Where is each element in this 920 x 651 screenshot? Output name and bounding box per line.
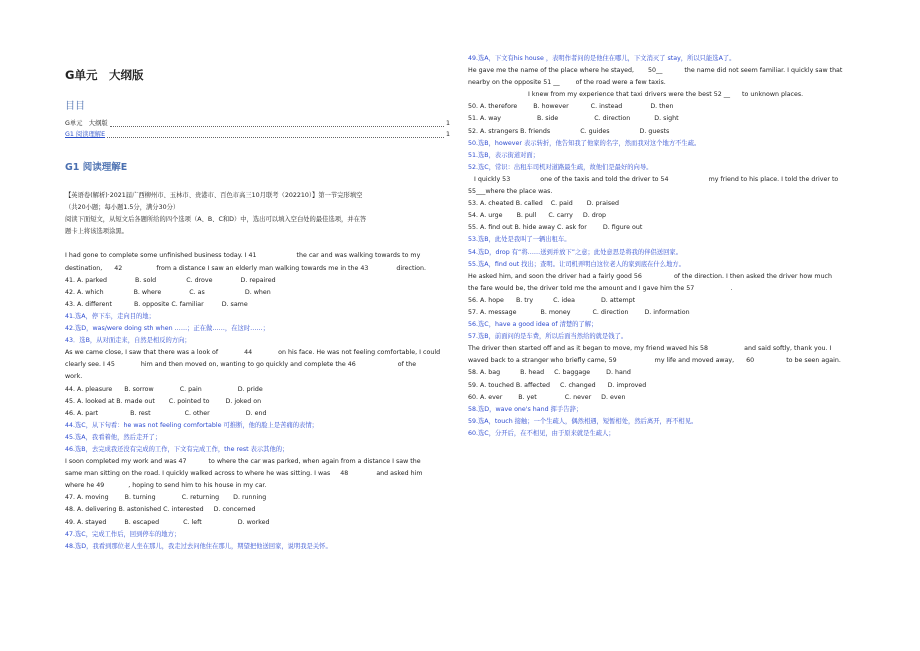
toc-entry-page: 1 [445, 119, 450, 127]
passage-line: 49. A. stayed B. escaped C. left D. worked [65, 518, 270, 526]
right-column [468, 53, 853, 440]
answer-explanation-line: 47.选C，完成工作后，回到停车的地方； [65, 530, 181, 538]
toc-entry-page: 1 [445, 130, 450, 138]
passage-line: 59. A. touched B. affected C. changed D. improved [468, 381, 647, 389]
passage-line: The driver then started off and as it began to move, my friend waved his 58 and said softly, thank you. I [468, 345, 832, 353]
passage-line: where he 49 , hoping to send him to his house in my car. [65, 482, 267, 490]
answer-explanation-line: 41.选A，停下车，走向目的地； [65, 312, 155, 320]
answer-explanation-line: 45.选A，我看着他，然后走开了； [65, 433, 162, 441]
passage-line: I had gone to complete some unfinished business today. I 41 the car and was walking towards to my [65, 252, 421, 260]
passage-line: He asked him, and soon the driver had a fairly good 56 of the direction. I then asked the driver how much [468, 272, 833, 280]
toc-entry-label: G单元 大纲版 [65, 119, 108, 127]
left-body [65, 250, 450, 552]
answer-explanation-line: 54.选D，drop 有“将……送到并放下”之意；此处意思是将我的伴侣送回家。 [468, 248, 682, 256]
answer-explanation-line: 60.选C，分开后，在不相见，由于原来就是生疏人； [468, 429, 615, 437]
passage-line: 46. A. part B. rest C. other D. end [65, 409, 267, 417]
toc-leader [110, 126, 444, 127]
passage-line: the fare would be, the driver told me the amount and I gave him the 57 . [468, 284, 733, 292]
intro-line: 题卡上将该选项涂黑。 [65, 228, 128, 236]
answer-explanation-line: 43．选B，从对面走来，自然是相反的方向； [65, 337, 191, 345]
passage-line: He gave me the name of the place where he stayed, 50__ the name did not seem familiar. I quickly saw that [468, 67, 843, 75]
intro-line: （共20小题；每小题1.5分，满分30分） [65, 204, 180, 212]
right-body [468, 53, 853, 440]
passage-line: 53. A. cheated B. called C. paid D. praised [468, 200, 619, 208]
answer-explanation-line: 57.选B，前面问的是车费，所以后面当然给的就是钱了。 [468, 333, 628, 341]
passage-line: 56. A. hope B. try C. idea D. attempt [468, 296, 636, 304]
passage-line: 50. A. therefore B. however C. instead D. then [468, 103, 674, 111]
answer-explanation-line: 56.选C，have a good idea of 清楚的了解； [468, 321, 598, 329]
answer-explanation-line: 42.选D，was/were doing sth when ……；正在做……，在这时……； [65, 325, 270, 333]
passage-line: 58. A. bag B. head C. baggage D. hand [468, 369, 631, 377]
passage-line: 51. A. way B. side C. direction D. sight [468, 115, 679, 123]
toc-heading: 目目 [65, 101, 85, 112]
passage-line: I soon completed my work and was 47 to where the car was parked, when again from a distance I saw the [65, 458, 421, 466]
answer-explanation-line: 58.选D，wave one's hand 挥手告辞； [468, 405, 583, 413]
answer-explanation-line: 52.选C，常识：出租车司机对道路最生疏，故他们是最好的向导。 [468, 163, 653, 171]
answer-tag-line [65, 238, 450, 250]
toc-entry-link[interactable] [65, 130, 450, 141]
passage-line: 52. A. strangers B. friends C. guides D. guests [468, 127, 670, 135]
intro-line: 阅读下面短文，从短文后各题所给的四个选项（A、B、C和D）中，选出可以填入空白处的最佳选项，并在答 [65, 216, 367, 224]
left-column [65, 60, 450, 553]
intro-line: 【英语卷(解析)·2021届广西柳州市、玉林市、贵港市、百色市高三10月联考（202210）】第一节完形填空 [65, 192, 363, 199]
passage-line: 48. A. delivering B. astonished C. interested D. concerned [65, 506, 256, 514]
passage-line: same man sitting on the road. I quickly walked across to where he was sitting. I was 48 and asked him [65, 470, 423, 478]
passage-line: 47. A. moving B. turning C. returning D. running [65, 494, 267, 502]
answer-explanation-line: 59.选A，touch 接触；一个生疏人，偶然相遇，短暂相处，然后离开，再不相见。 [468, 417, 698, 425]
answer-explanation-line: 55.选A，find out 找出；查明。让司机弄明白这位老人的家到底在什么地方。 [468, 260, 685, 268]
passage-line: 55. A. find out B. hide away C. ask for D. figure out [468, 224, 643, 232]
answer-explanation-line: 51.选B，表示街道对面； [468, 151, 540, 159]
answer-explanation-line: 53.选B，此处是我叫了一辆出租车。 [468, 236, 571, 244]
passage-line: 44. A. pleasure B. sorrow C. pain D. pride [65, 385, 263, 393]
toc-entry-label[interactable]: G1 阅读理解E [65, 130, 106, 138]
section-heading: G1 阅读理解E [65, 162, 128, 173]
passage-line: work. [65, 373, 83, 381]
passage-line: destination, 42 from a distance I saw an elderly man walking towards me in the 43 direction. [65, 264, 427, 272]
passage-line: I knew from my experience that taxi drivers were the best 52 __ to unknown places. [468, 91, 804, 99]
passage-line: 60. A. ever B. yet C. never D. even [468, 393, 626, 401]
passage-line: 43. A. different B. opposite C. familiar D. same [65, 300, 248, 308]
passage-line: 41. A. parked B. sold C. drove D. repaired [65, 276, 276, 284]
answer-explanation-line: 48.选D，我看到那位老人坐在那儿，我走过去问他住在那儿，期望把他送回家，说明我是关怀。 [65, 542, 332, 550]
answer-explanation-line: 50.选B，however 表示转折，他告知我了他家的名字，然而我对这个地方不生疏。 [468, 139, 701, 147]
answer-explanation-line: 49.选A，下文有his house ，表明作者问的是他住在哪儿，下文消灭了 stay，所以只能选A了。 [468, 55, 736, 62]
passage-line: 42. A. which B. where C. as D. when [65, 288, 271, 296]
passage-line: As we came close, I saw that there was a look of 44 on his face. He was not feeling comfortable, I could [65, 349, 441, 357]
toc-entry[interactable] [65, 119, 450, 130]
unit-title: G单元 大纲版 [65, 68, 144, 82]
intro-block [65, 190, 450, 238]
passage-line: nearby on the opposite 51 __ of the road were a few taxis. [468, 79, 666, 87]
toc-leader [107, 137, 444, 138]
passage-line: 54. A. urge B. pull C. carry D. drop [468, 212, 607, 220]
answer-explanation-line: 44.选C，从下句看：he was not feeling comfortable 可推断，他的脸上是苦痛的表情； [65, 421, 318, 429]
passage-line: waved back to a stranger who briefly came, 59 my life and moved away, 60 to be seen again. [468, 357, 841, 365]
passage-line: 57. A. message B. money C. direction D. information [468, 308, 690, 316]
passage-line: 55___where the place was. [468, 188, 553, 196]
answer-explanation-line: 46.选B，去完成我还没有完成的工作，下文有完成工作，the rest 表示其他的； [65, 445, 289, 453]
passage-line: clearly see. I 45 him and then moved on, wanting to go quickly and complete the 46 of the [65, 361, 417, 369]
passage-line: I quickly 53 one of the taxis and told the driver to 54 my friend to his place. I told the driver to [468, 175, 839, 183]
passage-line: 45. A. looked at B. made out C. pointed to D. joked on [65, 397, 262, 405]
